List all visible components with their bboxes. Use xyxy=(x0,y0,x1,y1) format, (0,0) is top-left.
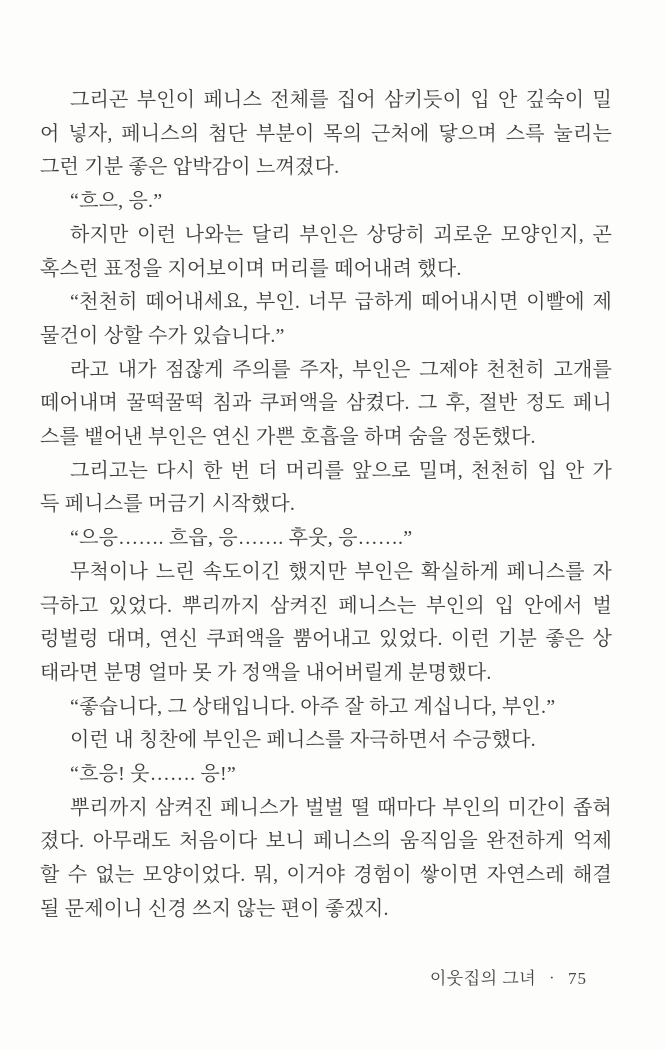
body-line: 어 넣자, 페니스의 첨단 부분이 목의 근처에 닿으며 스륵 눌리는 xyxy=(40,122,612,145)
body-line: 떼어내며 꿀떡꿀떡 침과 쿠퍼액을 삼켰다. 그 후, 절반 정도 페니 xyxy=(40,392,612,415)
body-line: 극하고 있었다. 뿌리까지 삼켜진 페니스는 부인의 입 안에서 벌 xyxy=(40,594,612,617)
body-line: “으응……. 흐읍, 응……. 후웃, 응…….” xyxy=(70,527,413,550)
body-line: 득 페니스를 머금기 시작했다. xyxy=(40,493,296,516)
body-line: 그리곤 부인이 페니스 전체를 집어 삼키듯이 입 안 깊숙이 밀 xyxy=(70,89,612,111)
body-line: “흐으, 응.” xyxy=(70,190,163,213)
footer-separator-dot: · xyxy=(549,970,555,987)
body-line: 혹스런 표정을 지어보이며 머리를 떼어내려 했다. xyxy=(40,257,462,280)
body-line: “천천히 떼어내세요, 부인. 너무 급하게 떼어내시면 이빨에 제 xyxy=(70,291,612,314)
page-number: 75 xyxy=(568,969,587,988)
body-line: 그런 기분 좋은 압박감이 느껴졌다. xyxy=(40,156,340,179)
body-line: 렁벌렁 대며, 연신 쿠퍼액을 뿜어내고 있었다. 이런 기분 좋은 상 xyxy=(40,628,612,651)
running-title: 이웃집의 그녀 xyxy=(429,969,537,988)
body-line: 하지만 이런 나와는 달리 부인은 상당히 괴로운 모양인지, 곤 xyxy=(70,223,612,246)
body-line: “흐응! 웃……. 응!” xyxy=(70,763,236,786)
body-line: 할 수 없는 모양이었다. 뭐, 이거야 경험이 쌓이면 자연스레 해결 xyxy=(40,864,612,887)
page-footer xyxy=(430,967,587,991)
body-line: 졌다. 아무래도 처음이다 보니 페니스의 움직임을 완전하게 억제 xyxy=(40,830,612,853)
body-line: 될 문제이니 신경 쓰지 않는 편이 좋겠지. xyxy=(40,897,389,920)
body-line: 스를 뱉어낸 부인은 연신 가쁜 호흡을 하며 숨을 정돈했다. xyxy=(40,426,536,449)
body-line: 그리고는 다시 한 번 더 머리를 앞으로 밀며, 천천히 입 안 가 xyxy=(70,459,612,482)
body-line: 이런 내 칭찬에 부인은 페니스를 자극하면서 수긍했다. xyxy=(70,729,536,752)
body-line: 물건이 상할 수가 있습니다.” xyxy=(40,324,285,347)
body-line: 무척이나 느린 속도이긴 했지만 부인은 확실하게 페니스를 자 xyxy=(70,560,612,583)
body-line: 뿌리까지 삼켜진 페니스가 벌벌 떨 때마다 부인의 미간이 좁혀 xyxy=(70,796,612,819)
body-text xyxy=(40,84,612,927)
body-line: 태라면 분명 얼마 못 가 정액을 내어버릴게 분명했다. xyxy=(40,661,492,684)
body-line: 라고 내가 점잖게 주의를 주자, 부인은 그제야 천천히 고개를 xyxy=(70,358,612,381)
body-line: “좋습니다, 그 상태입니다. 아주 잘 하고 계십니다, 부인.” xyxy=(70,695,556,718)
